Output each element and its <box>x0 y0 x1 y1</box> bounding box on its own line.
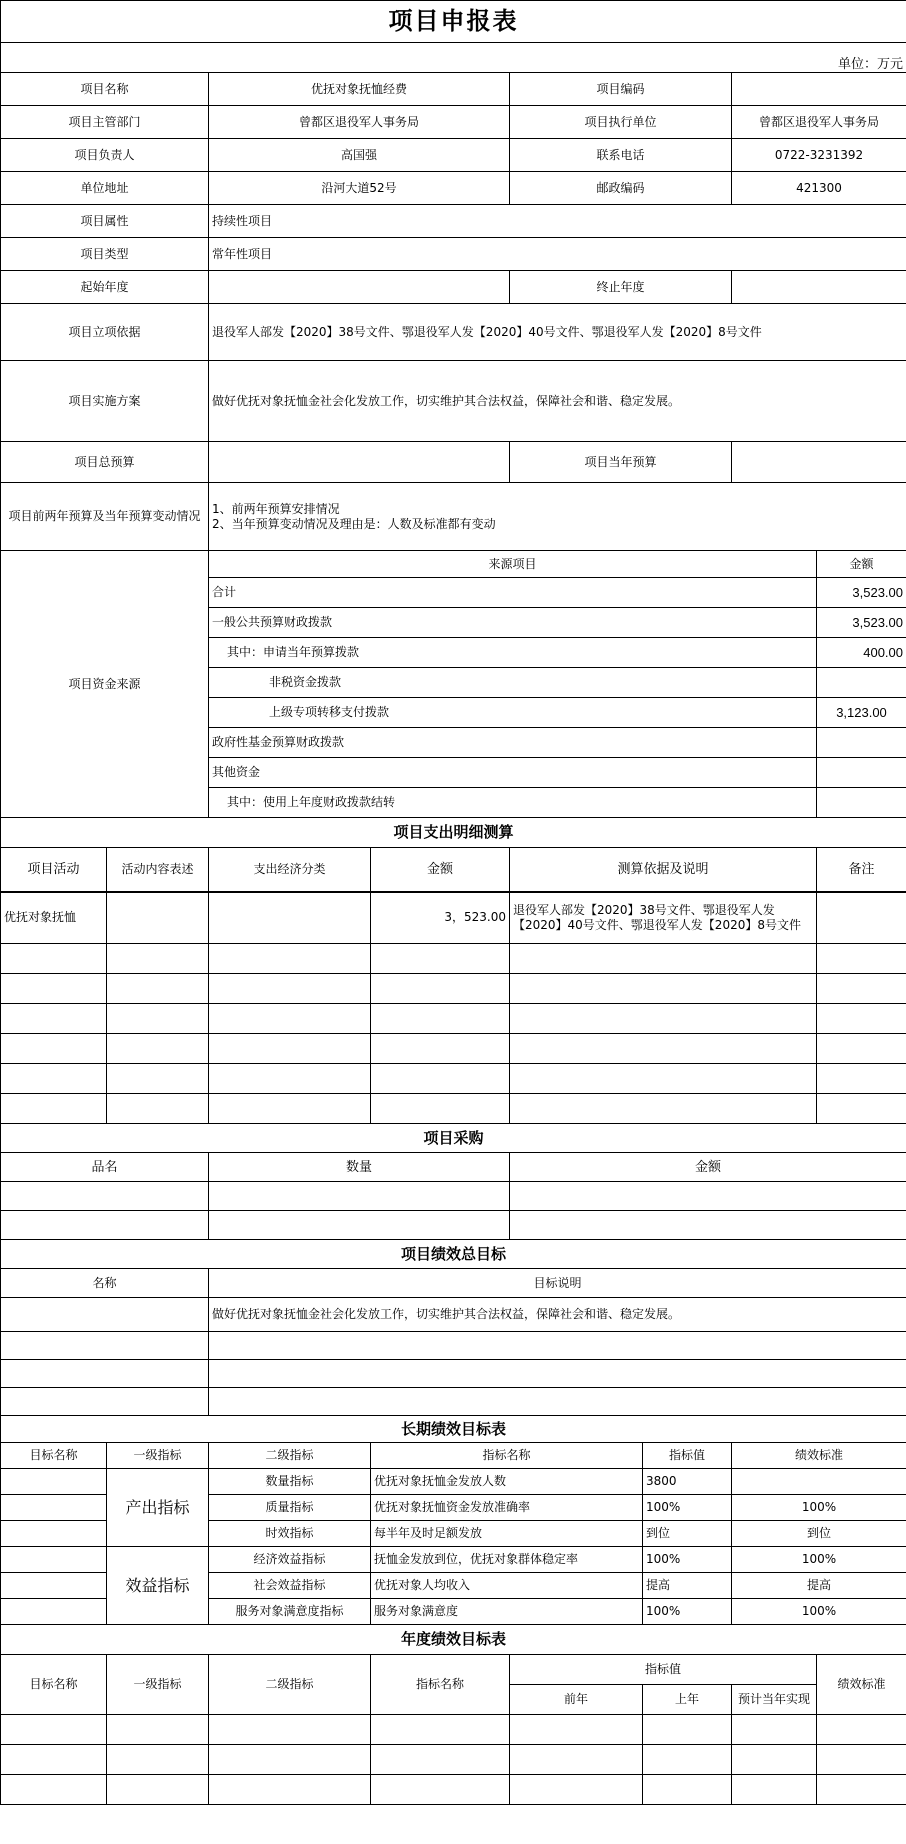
longterm-indicator-name: 优抚对象抚恤资金发放准确率 <box>371 1495 643 1521</box>
longterm-standard: 100% <box>732 1495 906 1521</box>
dept-label: 项目主管部门 <box>1 106 209 139</box>
longterm-indicator-value: 100% <box>643 1599 732 1625</box>
funding-row-name: 合计 <box>209 578 817 608</box>
longterm-level2: 服务对象满意度指标 <box>209 1599 371 1625</box>
annual-sub-header: 预计当年实现 <box>732 1685 817 1715</box>
longterm-level2: 数量指标 <box>209 1469 371 1495</box>
longterm-col-header: 一级指标 <box>107 1443 209 1469</box>
expense-note <box>817 892 906 944</box>
annual-sub-header: 上年 <box>643 1685 732 1715</box>
funding-source-label: 项目资金来源 <box>1 551 209 818</box>
start-year-value <box>209 271 510 304</box>
longterm-level1: 产出指标 <box>107 1469 209 1547</box>
funding-row-amount: 3,123.00 <box>817 698 906 728</box>
longterm-standard: 提高 <box>732 1573 906 1599</box>
longterm-indicator-name: 优抚对象人均收入 <box>371 1573 643 1599</box>
longterm-section-title: 长期绩效目标表 <box>1 1416 906 1443</box>
overall-col-desc: 目标说明 <box>209 1269 906 1298</box>
funding-row-amount: 400.00 <box>817 638 906 668</box>
year-budget-value <box>732 442 906 483</box>
longterm-standard: 100% <box>732 1547 906 1573</box>
procurement-col-header: 品名 <box>1 1153 209 1182</box>
funding-row-amount <box>817 728 906 758</box>
longterm-indicator-value: 提高 <box>643 1573 732 1599</box>
phone-label: 联系电话 <box>510 139 732 172</box>
expense-amount: 3，523.00 <box>371 892 510 944</box>
expense-section-title: 项目支出明细测算 <box>1 818 906 848</box>
longterm-indicator-value: 100% <box>643 1495 732 1521</box>
longterm-level2: 时效指标 <box>209 1521 371 1547</box>
end-year-value <box>732 271 906 304</box>
annual-section-title: 年度绩效目标表 <box>1 1625 906 1655</box>
procurement-section-title: 项目采购 <box>1 1124 906 1153</box>
expense-basis: 退役军人部发【2020】38号文件、鄂退役军人发【2020】40号文件、鄂退役军人发【2020】8号文件 <box>510 892 817 944</box>
annual-col-header: 目标名称 <box>1 1655 107 1715</box>
funding-row-name: 其中：使用上年度财政拨款结转 <box>209 788 817 818</box>
year-budget-label: 项目当年预算 <box>510 442 732 483</box>
expense-col-header: 支出经济分类 <box>209 848 371 892</box>
budget-change-line1: 1、前两年预算安排情况 <box>212 501 340 516</box>
basis-label: 项目立项依据 <box>1 304 209 361</box>
attribute-value: 持续性项目 <box>209 205 906 238</box>
procurement-col-header: 数量 <box>209 1153 510 1182</box>
longterm-indicator-value: 3800 <box>643 1469 732 1495</box>
budget-change-line2: 2、当年预算变动情况及理由是：人数及标准都有变动 <box>212 516 496 531</box>
longterm-col-header: 指标名称 <box>371 1443 643 1469</box>
procurement-col-header: 金额 <box>510 1153 906 1182</box>
longterm-col-header: 绩效标准 <box>732 1443 906 1469</box>
project-name-value: 优抚对象抚恤经费 <box>209 73 510 106</box>
expense-col-header: 金额 <box>371 848 510 892</box>
funding-row-amount <box>817 758 906 788</box>
funding-col-amount: 金额 <box>817 551 906 578</box>
zip-label: 邮政编码 <box>510 172 732 205</box>
funding-col-source: 来源项目 <box>209 551 817 578</box>
expense-content <box>107 892 209 944</box>
annual-col-header: 指标名称 <box>371 1655 510 1715</box>
funding-row-amount: 3,523.00 <box>817 578 906 608</box>
longterm-col-header: 指标值 <box>643 1443 732 1469</box>
expense-col-header: 活动内容表述 <box>107 848 209 892</box>
plan-value: 做好优抚对象抚恤金社会化发放工作，切实维护其合法权益，保障社会和谐、稳定发展。 <box>209 361 906 442</box>
funding-row-name: 其他资金 <box>209 758 817 788</box>
zip-value: 421300 <box>732 172 906 205</box>
longterm-indicator-name: 每半年及时足额发放 <box>371 1521 643 1547</box>
longterm-indicator-name: 服务对象满意度 <box>371 1599 643 1625</box>
budget-change-value <box>209 483 906 551</box>
plan-label: 项目实施方案 <box>1 361 209 442</box>
attribute-label: 项目属性 <box>1 205 209 238</box>
funding-row-name: 其中：申请当年预算拨款 <box>209 638 817 668</box>
longterm-level1: 效益指标 <box>107 1547 209 1625</box>
expense-econ <box>209 892 371 944</box>
overall-target-desc: 做好优抚对象抚恤金社会化发放工作，切实维护其合法权益，保障社会和谐、稳定发展。 <box>209 1298 906 1332</box>
project-name-label: 项目名称 <box>1 73 209 106</box>
expense-activity: 优抚对象抚恤 <box>1 892 107 944</box>
basis-value: 退役军人部发【2020】38号文件、鄂退役军人发【2020】40号文件、鄂退役军人发【2020】8号文件 <box>209 304 906 361</box>
total-budget-value <box>209 442 510 483</box>
annual-sub-header: 前年 <box>510 1685 643 1715</box>
dept-value: 曾都区退役军人事务局 <box>209 106 510 139</box>
expense-col-header: 项目活动 <box>1 848 107 892</box>
longterm-level2: 质量指标 <box>209 1495 371 1521</box>
project-code-label: 项目编码 <box>510 73 732 106</box>
start-year-label: 起始年度 <box>1 271 209 304</box>
annual-col-header: 指标值 <box>510 1655 817 1685</box>
leader-label: 项目负责人 <box>1 139 209 172</box>
annual-col-header: 一级指标 <box>107 1655 209 1715</box>
budget-change-label: 项目前两年预算及当年预算变动情况 <box>1 483 209 551</box>
page-title: 项目申报表 <box>1 1 906 43</box>
phone-value: 0722-3231392 <box>732 139 906 172</box>
funding-row-name: 一般公共预算财政拨款 <box>209 608 817 638</box>
annual-col-header: 二级指标 <box>209 1655 371 1715</box>
longterm-standard: 到位 <box>732 1521 906 1547</box>
type-value: 常年性项目 <box>209 238 906 271</box>
longterm-standard: 100% <box>732 1599 906 1625</box>
funding-row-amount <box>817 788 906 818</box>
longterm-col-header: 二级指标 <box>209 1443 371 1469</box>
expense-col-header: 备注 <box>817 848 906 892</box>
end-year-label: 终止年度 <box>510 271 732 304</box>
address-value: 沿河大道52号 <box>209 172 510 205</box>
longterm-indicator-value: 100% <box>643 1547 732 1573</box>
longterm-col-header: 目标名称 <box>1 1443 107 1469</box>
funding-row-name: 政府性基金预算财政拨款 <box>209 728 817 758</box>
unit-label: 单位：万元 <box>1 43 906 73</box>
overall-target-section-title: 项目绩效总目标 <box>1 1240 906 1269</box>
overall-col-name: 名称 <box>1 1269 209 1298</box>
funding-row-amount <box>817 668 906 698</box>
address-label: 单位地址 <box>1 172 209 205</box>
longterm-indicator-name: 抚恤金发放到位，优抚对象群体稳定率 <box>371 1547 643 1573</box>
funding-row-name: 上级专项转移支付拨款 <box>209 698 817 728</box>
longterm-level2: 经济效益指标 <box>209 1547 371 1573</box>
longterm-level2: 社会效益指标 <box>209 1573 371 1599</box>
funding-row-amount: 3,523.00 <box>817 608 906 638</box>
exec-unit-label: 项目执行单位 <box>510 106 732 139</box>
total-budget-label: 项目总预算 <box>1 442 209 483</box>
type-label: 项目类型 <box>1 238 209 271</box>
funding-row-name: 非税资金拨款 <box>209 668 817 698</box>
leader-value: 高国强 <box>209 139 510 172</box>
longterm-indicator-name: 优抚对象抚恤金发放人数 <box>371 1469 643 1495</box>
exec-unit-value: 曾都区退役军人事务局 <box>732 106 906 139</box>
longterm-indicator-value: 到位 <box>643 1521 732 1547</box>
longterm-standard <box>732 1469 906 1495</box>
project-code-value <box>732 73 906 106</box>
expense-col-header: 测算依据及说明 <box>510 848 817 892</box>
annual-col-header: 绩效标准 <box>817 1655 906 1715</box>
